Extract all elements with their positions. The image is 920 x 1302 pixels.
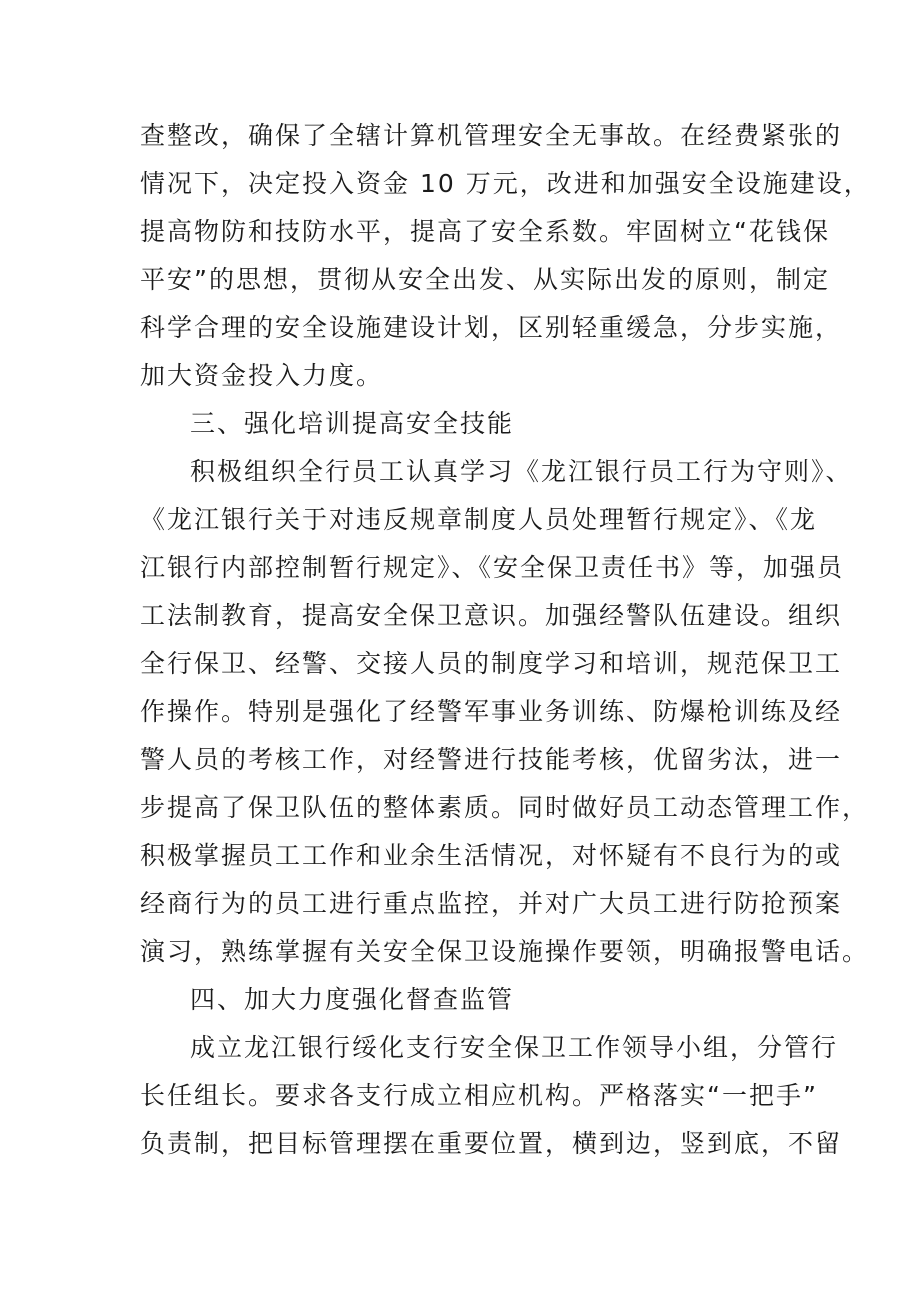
text-line: 积极掌握员工工作和业余生活情况，对怀疑有不良行为的或 bbox=[140, 841, 843, 870]
text-line: 积极组织全行员工认真学习《龙江银行员工行为守则》、 bbox=[190, 457, 853, 486]
text-line: 江银行内部控制暂行规定》、《安全保卫责任书》等，加强员 bbox=[140, 553, 845, 582]
text-line: 全行保卫、经警、交接人员的制度学习和培训，规范保卫工 bbox=[140, 649, 843, 678]
text-line: 工法制教育，提高安全保卫意识。加强经警队伍建设。组织 bbox=[140, 601, 843, 630]
section-heading: 四、加大力度强化督查监管 bbox=[190, 985, 515, 1014]
text-line: 经商行为的员工进行重点监控，并对广大员工进行防抢预案 bbox=[140, 889, 843, 918]
text-line: 演习，熟练掌握有关安全保卫设施操作要领，明确报警电话。 bbox=[140, 937, 870, 966]
text-line: 查整改，确保了全辖计算机管理安全无事故。在经费紧张的 bbox=[140, 121, 843, 150]
text-line: 成立龙江银行绥化支行安全保卫工作领导小组，分管行 bbox=[190, 1033, 839, 1062]
text-line: 《龙江银行关于对违反规章制度人员处理暂行规定》、《龙 bbox=[140, 505, 818, 534]
text-line: 作操作。特别是强化了经警军事业务训练、防爆枪训练及经 bbox=[140, 697, 843, 726]
text-line: 情况下，决定投入资金 10 万元，改进和加强安全设施建设， bbox=[140, 169, 871, 198]
text-line: 警人员的考核工作，对经警进行技能考核，优留劣汰，进一 bbox=[140, 745, 843, 774]
text-line: 步提高了保卫队伍的整体素质。同时做好员工动态管理工作， bbox=[140, 793, 870, 822]
text-line: 加大资金投入力度。 bbox=[140, 361, 384, 390]
text-line: 长任组长。要求各支行成立相应机构。严格落实“一把手” bbox=[140, 1081, 818, 1110]
text-line: 科学合理的安全设施建设计划，区别轻重缓急，分步实施， bbox=[140, 313, 843, 342]
document-body bbox=[140, 112, 871, 1168]
text-line: 提高物防和技防水平，提高了安全系数。牢固树立“花钱保 bbox=[140, 217, 830, 246]
text-line: 平安”的思想，贯彻从安全出发、从实际出发的原则，制定 bbox=[140, 265, 830, 294]
section-heading: 三、强化培训提高安全技能 bbox=[190, 409, 515, 438]
text-line: 负责制，把目标管理摆在重要位置，横到边，竖到底，不留 bbox=[140, 1129, 843, 1158]
